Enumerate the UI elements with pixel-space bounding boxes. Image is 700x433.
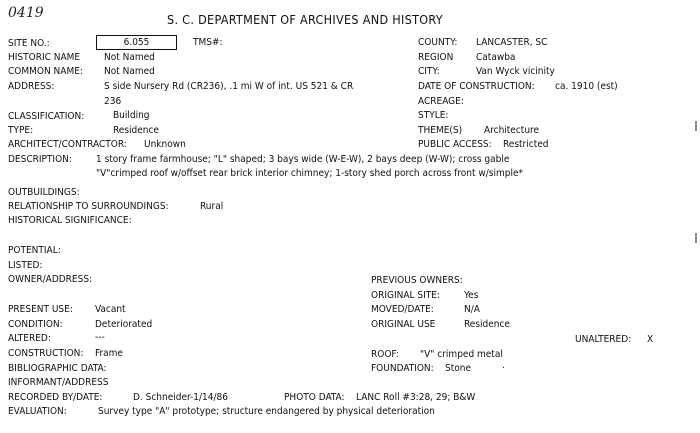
address-line-2: 236 xyxy=(104,96,122,107)
description-line-1: 1 story frame farmhouse; "L" shaped; 3 bays wide (W-E-W), 2 bays deep (W-W); cross gable xyxy=(96,154,510,165)
date-of-construction-value: ca. 1910 (est) xyxy=(555,81,618,92)
present-use-label: PRESENT USE: xyxy=(8,304,73,315)
historic-name-label: HISTORIC NAME xyxy=(8,52,81,63)
page-title: S. C. DEPARTMENT OF ARCHIVES AND HISTORY xyxy=(167,12,443,27)
bibliographic-data-label: BIBLIOGRAPHIC DATA: xyxy=(8,363,107,374)
description-label: DESCRIPTION: xyxy=(8,154,72,165)
themes-label: THEME(S) xyxy=(418,125,463,136)
relationship-value: Rural xyxy=(200,201,224,212)
foundation-label: FOUNDATION: xyxy=(371,363,434,374)
address-label: ADDRESS: xyxy=(8,81,55,92)
moved-date-label: MOVED/DATE: xyxy=(371,304,434,315)
region-value: Catawba xyxy=(476,52,516,63)
evaluation-value: Survey type "A" prototype; structure endangered by physical deterioration xyxy=(98,406,435,417)
acreage-label: ACREAGE: xyxy=(418,96,464,107)
original-site-value: Yes xyxy=(464,290,479,301)
foundation-value: Stone xyxy=(445,363,471,374)
county-label: COUNTY: xyxy=(418,37,458,48)
historic-name-value: Not Named xyxy=(104,52,155,63)
condition-label: CONDITION: xyxy=(8,319,63,330)
site-no-value: 6.055 xyxy=(123,37,150,48)
listed-label: LISTED: xyxy=(8,260,43,271)
recorded-by-value: D. Schneider-1/14/86 xyxy=(133,392,228,403)
informant-address-label: INFORMANT/ADDRESS xyxy=(8,377,109,388)
style-label: STYLE: xyxy=(418,110,449,121)
classification-value: Building xyxy=(113,110,150,121)
public-access-value: Restricted xyxy=(503,139,549,150)
handwritten-doc-id: 0419 xyxy=(8,5,44,21)
roof-label: ROOF: xyxy=(371,349,399,360)
city-label: CITY: xyxy=(418,66,440,77)
architect-value: Unknown xyxy=(144,139,186,150)
date-of-construction-label: DATE OF CONSTRUCTION: xyxy=(418,81,535,92)
original-use-label: ORIGINAL USE xyxy=(371,319,436,330)
scan-edge-mark xyxy=(695,233,697,243)
original-site-label: ORIGINAL SITE: xyxy=(371,290,440,301)
type-value: Residence xyxy=(113,125,159,136)
evaluation-label: EVALUATION: xyxy=(8,406,67,417)
owner-address-label: OWNER/ADDRESS: xyxy=(8,274,93,285)
roof-value: "V" crimped metal xyxy=(420,349,503,360)
county-value: LANCASTER, SC xyxy=(476,37,548,48)
common-name-value: Not Named xyxy=(104,66,155,77)
themes-value: Architecture xyxy=(484,125,540,136)
site-no-box xyxy=(96,35,177,50)
scan-edge-mark xyxy=(695,121,697,131)
architect-label: ARCHITECT/CONTRACTOR: xyxy=(8,139,127,150)
photo-data-label: PHOTO DATA: xyxy=(284,392,345,403)
region-label: REGION xyxy=(418,52,454,63)
condition-value: Deteriorated xyxy=(95,319,153,330)
present-use-value: Vacant xyxy=(95,304,126,315)
type-label: TYPE: xyxy=(8,125,34,136)
unaltered-value: X xyxy=(647,334,654,345)
tms-label: TMS#: xyxy=(193,37,223,48)
relationship-label: RELATIONSHIP TO SURROUNDINGS: xyxy=(8,201,169,212)
historical-significance-label: HISTORICAL SIGNIFICANCE: xyxy=(8,215,132,226)
altered-value: --- xyxy=(95,332,105,343)
original-use-value: Residence xyxy=(464,319,510,330)
construction-label: CONSTRUCTION: xyxy=(8,348,84,359)
recorded-by-label: RECORDED BY/DATE: xyxy=(8,392,103,403)
site-no-label: SITE NO.: xyxy=(8,38,50,49)
altered-label: ALTERED: xyxy=(8,333,51,344)
description-line-2: "V"crimped roof w/offset rear brick interior chimney; 1-story shed porch across front w/simple* xyxy=(96,168,523,179)
outbuildings-label: OUTBUILDINGS: xyxy=(8,187,80,198)
common-name-label: COMMON NAME: xyxy=(8,66,83,77)
foundation-dot: · xyxy=(502,363,505,374)
city-value: Van Wyck vicinity xyxy=(476,66,555,77)
classification-label: CLASSIFICATION: xyxy=(8,111,85,122)
address-line-1: S side Nursery Rd (CR236), .1 mi W of int. US 521 & CR xyxy=(104,81,354,92)
public-access-label: PUBLIC ACCESS: xyxy=(418,139,492,150)
photo-data-value: LANC Roll #3:28, 29; B&W xyxy=(356,392,476,403)
unaltered-label: UNALTERED: xyxy=(575,334,632,345)
construction-value: Frame xyxy=(95,348,123,359)
moved-date-value: N/A xyxy=(464,304,480,315)
previous-owners-label: PREVIOUS OWNERS: xyxy=(371,275,463,286)
potential-label: POTENTIAL: xyxy=(8,245,61,256)
